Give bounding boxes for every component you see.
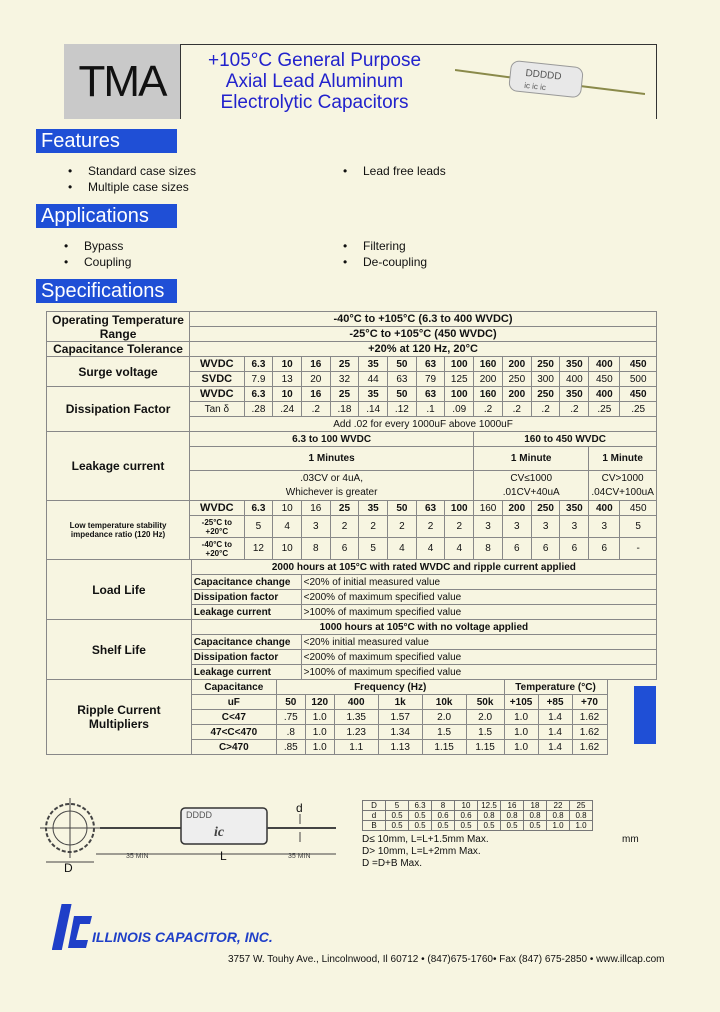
df-note: Add .02 for every 1000uF above 1000uF bbox=[190, 417, 657, 432]
tan-label: Tan δ bbox=[190, 402, 245, 417]
lowtemp-cell: 3 bbox=[589, 516, 620, 538]
shelf-life-head: 1000 hours at 105°C with no voltage applied bbox=[191, 620, 656, 635]
tan-cell: .25 bbox=[589, 402, 620, 417]
tan-cell: .2 bbox=[302, 402, 331, 417]
wvdc-cell: 16 bbox=[302, 357, 331, 372]
wvdc-cell: 6.3 bbox=[244, 387, 273, 402]
load-key: Leakage current bbox=[191, 605, 301, 620]
wvdc-cell: 35 bbox=[359, 501, 388, 516]
ripple-col-head: 50k bbox=[466, 695, 504, 710]
shelf-value: <200% of maximum specified value bbox=[301, 650, 656, 665]
wvdc-cell: 350 bbox=[560, 357, 589, 372]
ripple-row-label: 47<C<470 bbox=[191, 725, 276, 740]
wvdc-cell: 160 bbox=[474, 357, 503, 372]
svdc-cell: 450 bbox=[589, 372, 620, 387]
wvdc-cell: 450 bbox=[620, 387, 657, 402]
dim-cell: 0.8 bbox=[501, 811, 524, 821]
tan-cell: .14 bbox=[359, 402, 388, 417]
dim-cell: D bbox=[363, 801, 386, 811]
wvdc-cell: 25 bbox=[330, 387, 359, 402]
application-item: • De-coupling bbox=[343, 254, 427, 270]
svdc-cell: 200 bbox=[474, 372, 503, 387]
company-name: ILLINOIS CAPACITOR, INC. bbox=[92, 929, 273, 945]
feature-item: • Lead free leads bbox=[343, 163, 446, 179]
lead-length-left: 35 MIN bbox=[126, 853, 149, 860]
lowtemp-cell: 4 bbox=[445, 538, 474, 560]
lowtemp-cell: 4 bbox=[416, 538, 445, 560]
applications-heading: Applications bbox=[36, 204, 177, 228]
tan-cell: .2 bbox=[560, 402, 589, 417]
lowtemp-cell: 3 bbox=[474, 516, 503, 538]
diameter-label: D bbox=[64, 861, 73, 872]
ripple-cell: 1.13 bbox=[378, 740, 422, 755]
wvdc-cell: 450 bbox=[620, 501, 657, 516]
shelf-value: >100% of maximum specified value bbox=[301, 665, 656, 680]
dim-cell: 0.5 bbox=[524, 821, 547, 831]
dim-cell: 5 bbox=[386, 801, 409, 811]
shelf-key: Capacitance change bbox=[191, 635, 301, 650]
wvdc-label: WVDC bbox=[190, 357, 245, 372]
wvdc-cell: 200 bbox=[502, 387, 531, 402]
dim-cell: 6.3 bbox=[409, 801, 432, 811]
ripple-cell: 2.0 bbox=[466, 710, 504, 725]
wvdc-cell: 63 bbox=[416, 387, 445, 402]
shelf-key: Leakage current bbox=[191, 665, 301, 680]
dim-cell: 18 bbox=[524, 801, 547, 811]
ripple-cell: 1.5 bbox=[422, 725, 466, 740]
tan-cell: .18 bbox=[330, 402, 359, 417]
feature-item: • Standard case sizes bbox=[68, 163, 196, 179]
dimension-drawing bbox=[36, 780, 356, 872]
wvdc-cell: 50 bbox=[388, 501, 417, 516]
ripple-cell: 1.4 bbox=[538, 740, 572, 755]
product-title bbox=[182, 50, 447, 113]
leak-time-1: 1 Minutes bbox=[190, 447, 474, 471]
tan-cell: .1 bbox=[416, 402, 445, 417]
load-value: <20% of initial measured value bbox=[301, 575, 656, 590]
op-temp-value-2: -25°C to +105°C (450 WVDC) bbox=[190, 327, 657, 342]
ripple-temp-head: Temperature (°C) bbox=[504, 680, 607, 695]
shelf-value: <20% initial measured value bbox=[301, 635, 656, 650]
wvdc-cell: 50 bbox=[388, 357, 417, 372]
wvdc-cell: 400 bbox=[589, 387, 620, 402]
tan-cell: .09 bbox=[445, 402, 474, 417]
ripple-cell: 1.4 bbox=[538, 725, 572, 740]
ripple-col-head: 10k bbox=[422, 695, 466, 710]
dim-cell: 0.5 bbox=[501, 821, 524, 831]
load-life-label: Load Life bbox=[47, 560, 192, 620]
specifications-heading: Specifications bbox=[36, 279, 177, 303]
ripple-col-head: 120 bbox=[305, 695, 334, 710]
load-value: >100% of maximum specified value bbox=[301, 605, 656, 620]
svg-text:DDDDD: DDDDD bbox=[524, 67, 562, 83]
load-value: <200% of maximum specified value bbox=[301, 590, 656, 605]
ripple-col-head: +85 bbox=[538, 695, 572, 710]
svdc-cell: 13 bbox=[273, 372, 302, 387]
capacitor-illustration bbox=[455, 58, 645, 102]
company-address: 3757 W. Touhy Ave., Lincolnwood, Il 60712 • (847)675-1760• Fax (847) 675-2850 • www.illcap.com bbox=[228, 954, 665, 965]
ripple-label: Ripple Current Multipliers bbox=[47, 680, 192, 755]
dim-cell: 1.0 bbox=[570, 821, 593, 831]
load-key: Capacitance change bbox=[191, 575, 301, 590]
wvdc-cell: 25 bbox=[330, 357, 359, 372]
wvdc-cell: 350 bbox=[560, 387, 589, 402]
features-heading: Features bbox=[36, 129, 177, 153]
ripple-row-label: C>470 bbox=[191, 740, 276, 755]
lowtemp-cell: - bbox=[620, 538, 657, 560]
dim-note-2: D> 10mm, L=L+2mm Max. bbox=[362, 846, 481, 857]
lowtemp-cell: 5 bbox=[620, 516, 657, 538]
ripple-cell: 1.34 bbox=[378, 725, 422, 740]
svg-text:DDDD: DDDD bbox=[186, 810, 212, 820]
leak-value-3a: CV>1000 bbox=[589, 471, 657, 486]
lowtemp-cell: 3 bbox=[302, 516, 331, 538]
dim-cell: 0.5 bbox=[455, 821, 478, 831]
ripple-freq-head: Frequency (Hz) bbox=[276, 680, 504, 695]
lowtemp-label: Low temperature stability impedance ratio (120 Hz) bbox=[47, 501, 190, 560]
application-item: • Filtering bbox=[343, 238, 427, 254]
lowtemp-cell: 2 bbox=[445, 516, 474, 538]
lowtemp-cell: 3 bbox=[502, 516, 531, 538]
leak-value-1b: Whichever is greater bbox=[190, 486, 474, 501]
svdc-cell: 20 bbox=[302, 372, 331, 387]
ripple-col-head: uF bbox=[191, 695, 276, 710]
df-wvdc-label: WVDC bbox=[190, 387, 245, 402]
ripple-cell: 1.1 bbox=[334, 740, 378, 755]
dim-note-1: D≤ 10mm, L=L+1.5mm Max. bbox=[362, 834, 489, 845]
ripple-cell: 1.5 bbox=[466, 725, 504, 740]
cap-tol-value: +20% at 120 Hz, 20°C bbox=[190, 342, 657, 357]
dim-cell: 0.6 bbox=[432, 811, 455, 821]
title-line-3: Electrolytic Capacitors bbox=[220, 92, 409, 113]
features-list-right bbox=[343, 163, 446, 179]
wvdc-cell: 35 bbox=[359, 387, 388, 402]
wvdc-cell: 100 bbox=[445, 357, 474, 372]
ripple-col-head: 1k bbox=[378, 695, 422, 710]
ripple-cell: 1.4 bbox=[538, 710, 572, 725]
svdc-cell: 63 bbox=[388, 372, 417, 387]
lowtemp-row2-label: -40°C to +20°C bbox=[190, 538, 245, 560]
tan-cell: .25 bbox=[620, 402, 657, 417]
dim-unit: mm bbox=[622, 834, 639, 845]
svdc-cell: 125 bbox=[445, 372, 474, 387]
wvdc-cell: 50 bbox=[388, 387, 417, 402]
leak-range-2: 160 to 450 WVDC bbox=[474, 432, 657, 447]
svdc-cell: 400 bbox=[560, 372, 589, 387]
dim-cell: B bbox=[363, 821, 386, 831]
ripple-col-head: 50 bbox=[276, 695, 305, 710]
op-temp-label: Operating Temperature Range bbox=[47, 312, 190, 342]
load-life-head: 2000 hours at 105°C with rated WVDC and ripple current applied bbox=[191, 560, 656, 575]
ripple-cell: 1.0 bbox=[504, 725, 538, 740]
lowtemp-cell: 12 bbox=[244, 538, 273, 560]
svdc-cell: 300 bbox=[531, 372, 560, 387]
ripple-cell: 1.62 bbox=[572, 740, 607, 755]
lowtemp-cell: 5 bbox=[244, 516, 273, 538]
ripple-cell: 1.57 bbox=[378, 710, 422, 725]
wvdc-cell: 25 bbox=[330, 501, 359, 516]
dim-cell: 22 bbox=[547, 801, 570, 811]
ripple-cell: 1.0 bbox=[305, 710, 334, 725]
dim-cell: 0.8 bbox=[478, 811, 501, 821]
wvdc-cell: 200 bbox=[502, 357, 531, 372]
dim-cell: 0.5 bbox=[386, 811, 409, 821]
body-length-label: L bbox=[220, 849, 227, 863]
dim-cell: 12.5 bbox=[478, 801, 501, 811]
dim-cell: 0.6 bbox=[455, 811, 478, 821]
svdc-cell: 250 bbox=[502, 372, 531, 387]
svdc-cell: 7.9 bbox=[244, 372, 273, 387]
lowtemp-cell: 5 bbox=[359, 538, 388, 560]
features-list-left bbox=[68, 163, 196, 195]
wvdc-cell: 6.3 bbox=[244, 501, 273, 516]
applications-list-left bbox=[64, 238, 131, 270]
dim-cell: 0.8 bbox=[524, 811, 547, 821]
title-line-2: Axial Lead Aluminum bbox=[225, 71, 404, 92]
ripple-side-bar bbox=[634, 686, 656, 744]
tan-cell: .2 bbox=[531, 402, 560, 417]
ripple-cell: 1.0 bbox=[305, 725, 334, 740]
wvdc-cell: 100 bbox=[445, 387, 474, 402]
op-temp-value-1: -40°C to +105°C (6.3 to 400 WVDC) bbox=[190, 312, 657, 327]
company-logo-icon bbox=[52, 902, 92, 952]
svdc-cell: 79 bbox=[416, 372, 445, 387]
ripple-cell: 1.15 bbox=[422, 740, 466, 755]
lead-diameter-label: d bbox=[296, 801, 303, 815]
wvdc-cell: 350 bbox=[560, 501, 589, 516]
leakage-label: Leakage current bbox=[47, 432, 190, 501]
ripple-cell: .75 bbox=[276, 710, 305, 725]
lowtemp-cell: 6 bbox=[531, 538, 560, 560]
ripple-cell: 1.23 bbox=[334, 725, 378, 740]
wvdc-cell: 10 bbox=[273, 501, 302, 516]
wvdc-cell: 35 bbox=[359, 357, 388, 372]
lowtemp-cell: 3 bbox=[531, 516, 560, 538]
wvdc-cell: 63 bbox=[416, 357, 445, 372]
ripple-cell: 1.62 bbox=[572, 725, 607, 740]
tan-cell: .28 bbox=[244, 402, 273, 417]
ripple-cell: .8 bbox=[276, 725, 305, 740]
drawing-logo: ic bbox=[214, 825, 225, 840]
svdc-cell: 500 bbox=[620, 372, 657, 387]
ripple-cell: 1.62 bbox=[572, 710, 607, 725]
svdc-cell: 44 bbox=[359, 372, 388, 387]
dim-cell: 0.5 bbox=[409, 811, 432, 821]
lowtemp-cell: 8 bbox=[474, 538, 503, 560]
dim-cell: 0.5 bbox=[386, 821, 409, 831]
lead-length-right: 35 MIN bbox=[288, 853, 311, 860]
ripple-cell: 1.0 bbox=[504, 740, 538, 755]
load-key: Dissipation factor bbox=[191, 590, 301, 605]
lowtemp-cell: 2 bbox=[416, 516, 445, 538]
leak-value-1a: .03CV or 4uA, bbox=[190, 471, 474, 486]
lowtemp-cell: 6 bbox=[502, 538, 531, 560]
specifications-table bbox=[46, 311, 657, 755]
feature-item: • Multiple case sizes bbox=[68, 179, 196, 195]
lowtemp-cell: 2 bbox=[388, 516, 417, 538]
wvdc-cell: 6.3 bbox=[244, 357, 273, 372]
ripple-cell: 1.0 bbox=[504, 710, 538, 725]
lowtemp-cell: 6 bbox=[589, 538, 620, 560]
dim-cell: 0.5 bbox=[478, 821, 501, 831]
dim-cell: 0.8 bbox=[570, 811, 593, 821]
wvdc-cell: 100 bbox=[445, 501, 474, 516]
tan-cell: .12 bbox=[388, 402, 417, 417]
dim-cell: 25 bbox=[570, 801, 593, 811]
wvdc-cell: 450 bbox=[620, 357, 657, 372]
lowtemp-cell: 4 bbox=[388, 538, 417, 560]
cap-tol-label: Capacitance Tolerance bbox=[47, 342, 190, 357]
ripple-cell: .85 bbox=[276, 740, 305, 755]
leak-value-2a: CV≤1000 bbox=[474, 471, 589, 486]
leak-time-2: 1 Minute bbox=[474, 447, 589, 471]
wvdc-cell: 16 bbox=[302, 387, 331, 402]
wvdc-cell: 400 bbox=[589, 357, 620, 372]
lowtemp-cell: 3 bbox=[560, 516, 589, 538]
tan-cell: .2 bbox=[502, 402, 531, 417]
dim-cell: 0.8 bbox=[547, 811, 570, 821]
ripple-cell: 1.35 bbox=[334, 710, 378, 725]
ripple-cell: 1.0 bbox=[305, 740, 334, 755]
wvdc-cell: 10 bbox=[273, 387, 302, 402]
title-line-1: +105°C General Purpose bbox=[207, 50, 422, 71]
wvdc-cell: 400 bbox=[589, 501, 620, 516]
lowtemp-cell: 2 bbox=[330, 516, 359, 538]
dimension-notes bbox=[362, 834, 489, 870]
applications-list-right bbox=[343, 238, 427, 270]
ripple-col-head: +105 bbox=[504, 695, 538, 710]
series-name: TMA bbox=[64, 44, 181, 119]
wvdc-cell: 200 bbox=[502, 501, 531, 516]
dim-cell: 8 bbox=[432, 801, 455, 811]
dim-cell: 0.5 bbox=[432, 821, 455, 831]
svdc-cell: 32 bbox=[330, 372, 359, 387]
svg-text:ic ic ic: ic ic ic bbox=[523, 80, 547, 93]
wvdc-cell: 250 bbox=[531, 387, 560, 402]
lowtemp-cell: 6 bbox=[330, 538, 359, 560]
leak-value-3b: .04CV+100uA bbox=[589, 486, 657, 501]
tan-cell: .24 bbox=[273, 402, 302, 417]
lowtemp-cell: 8 bbox=[302, 538, 331, 560]
ripple-col-head: 400 bbox=[334, 695, 378, 710]
wvdc-cell: 63 bbox=[416, 501, 445, 516]
svdc-label: SVDC bbox=[190, 372, 245, 387]
dim-cell: d bbox=[363, 811, 386, 821]
shelf-life-label: Shelf Life bbox=[47, 620, 192, 680]
dim-cell: 0.5 bbox=[409, 821, 432, 831]
lowtemp-row1-label: -25°C to +20°C bbox=[190, 516, 245, 538]
lowtemp-cell: 2 bbox=[359, 516, 388, 538]
ripple-cell: 2.0 bbox=[422, 710, 466, 725]
leak-value-2b: .01CV+40uA bbox=[474, 486, 589, 501]
application-item: • Coupling bbox=[64, 254, 131, 270]
tan-cell: .2 bbox=[474, 402, 503, 417]
leak-time-3: 1 Minute bbox=[589, 447, 657, 471]
ripple-cell: 1.15 bbox=[466, 740, 504, 755]
ripple-row-label: C<47 bbox=[191, 710, 276, 725]
surge-label: Surge voltage bbox=[47, 357, 190, 387]
lowtemp-wvdc-label: WVDC bbox=[190, 501, 245, 516]
wvdc-cell: 16 bbox=[302, 501, 331, 516]
wvdc-cell: 160 bbox=[474, 387, 503, 402]
ripple-cap-head: Capacitance bbox=[191, 680, 276, 695]
shelf-key: Dissipation factor bbox=[191, 650, 301, 665]
dimension-table bbox=[362, 800, 593, 831]
wvdc-cell: 160 bbox=[474, 501, 503, 516]
dim-cell: 10 bbox=[455, 801, 478, 811]
wvdc-cell: 250 bbox=[531, 357, 560, 372]
leak-range-1: 6.3 to 100 WVDC bbox=[190, 432, 474, 447]
dim-cell: 16 bbox=[501, 801, 524, 811]
lowtemp-cell: 6 bbox=[560, 538, 589, 560]
wvdc-cell: 10 bbox=[273, 357, 302, 372]
lowtemp-cell: 4 bbox=[273, 516, 302, 538]
lowtemp-cell: 10 bbox=[273, 538, 302, 560]
wvdc-cell: 250 bbox=[531, 501, 560, 516]
dim-cell: 1.0 bbox=[547, 821, 570, 831]
ripple-col-head: +70 bbox=[572, 695, 607, 710]
dim-note-3: D =D+B Max. bbox=[362, 858, 423, 869]
application-item: • Bypass bbox=[64, 238, 131, 254]
df-label: Dissipation Factor bbox=[47, 387, 190, 432]
